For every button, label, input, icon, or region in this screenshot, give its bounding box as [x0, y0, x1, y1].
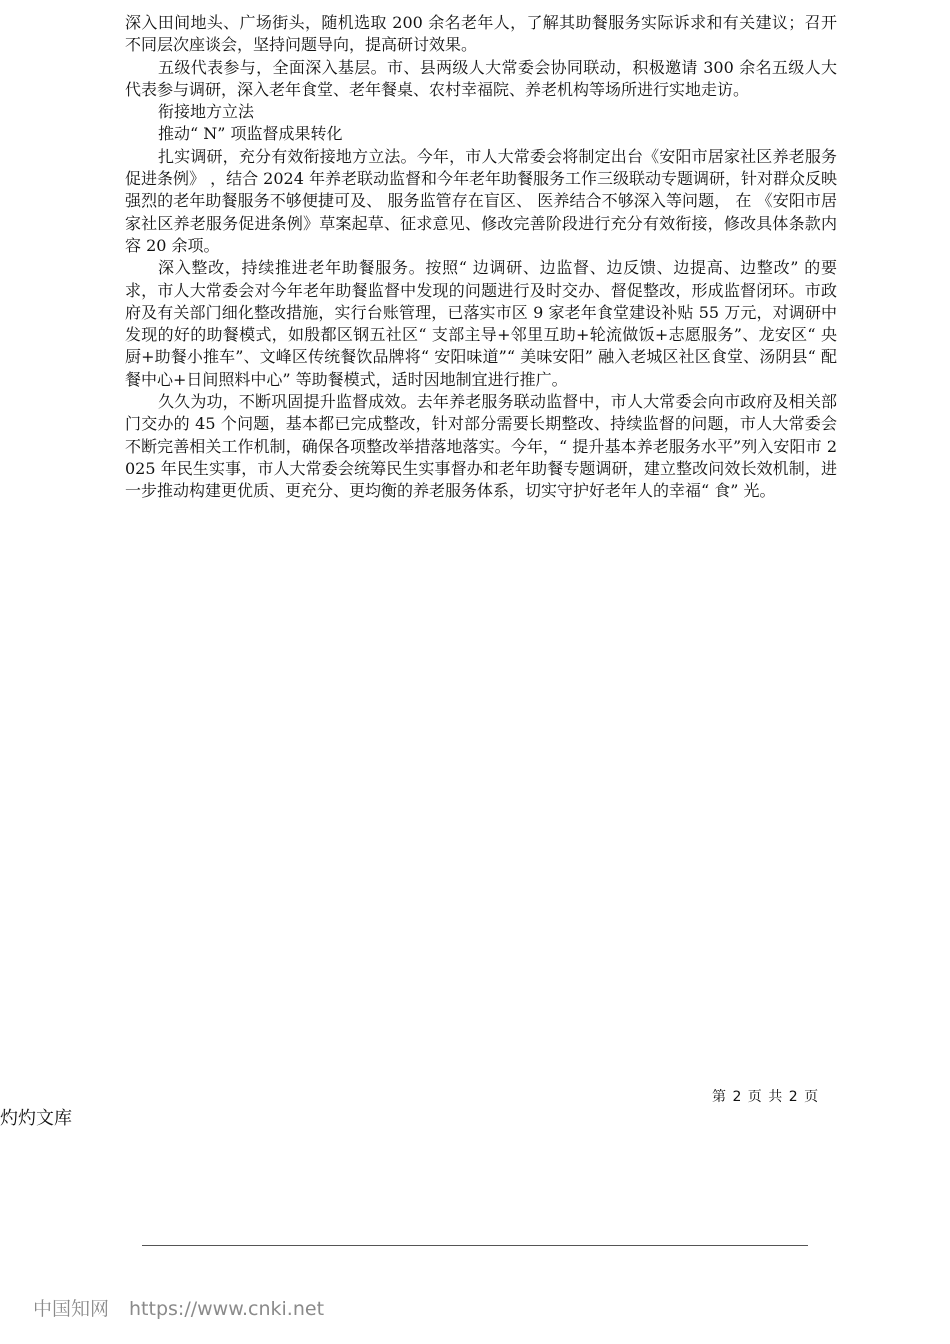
paragraph: 深入整改，持续推进老年助餐服务。按照“ 边调研、边监督、边反馈、边提高、边整改” 的要求，市人大常委会对今年老年助餐监督中发现的问题进行及时交办、督促整改，形成监督闭环。市政府及有关部门细化整改措施，实行台账管理，已落实市区 9 家老年食堂建设补贴 55 万元，对调研中发现的好的助餐模式，如殷都区钢五社区“ 支部主导+邻里互助+轮流做饭+志愿服务”、龙安区“ 央厨+助餐小推车”、文峰区传统餐饮品牌将“ 安阳味道”“ 美味安阳” 融入老城区社区食堂、汤阴县“ 配餐中心+日间照料中心” 等助餐模式，适时因地制宜进行推广。 [125, 258, 837, 389]
source-label: 灼灼文库 [0, 1108, 72, 1129]
cnki-name: 中国知网 [33, 1298, 110, 1320]
paragraph: 久久为功，不断巩固提升监督成效。去年养老服务联动监督中，市人大常委会向市政府及相关部门交办的 45 个问题，基本都已完成整改，针对部分需要长期整改、持续监督的问题，市人大常委会不断完善相关工作机制，确保各项整改举措落地落实。今年，“ 提升基本养老服务水平”列入安阳市 2025 年民生实事，市人大常委会统筹民生实事督办和老年助餐专题调研，建立整改问效长效机制，进一步推动构建更优质、更充分、更均衡的养老服务体系，切实守护好老年人的幸福“ 食” 光。 [125, 392, 837, 501]
section-heading: 衔接地方立法 [158, 102, 255, 122]
cnki-url-link[interactable]: https://www.cnki.net [129, 1298, 325, 1320]
cnki-footer [33, 1294, 324, 1321]
paragraph: 深入田间地头、广场街头，随机选取 200 余名老年人，了解其助餐服务实际诉求和有关建议；召开不同层次座谈会，坚持问题导向，提高研讨效果。 [125, 13, 837, 55]
footer-divider [142, 1245, 808, 1246]
paragraph: 扎实调研，充分有效衔接地方立法。今年，市人大常委会将制定出台《安阳市居家社区养老服务促进条例》 ，结合 2024 年养老联动监督和今年老年助餐服务工作三级联动专题调研，针对群众反映强烈的老年助餐服务不够便捷可及、 服务监管存在盲区、 医养结合不够深入等问题， 在 《安阳市居家社区养老服务促进条例》草案起草、征求意见、修改完善阶段进行充分有效衔接，修改具体条款内容 20 余项。 [125, 146, 837, 255]
document-body [125, 12, 837, 503]
paragraph: 五级代表参与，全面深入基层。市、县两级人大常委会协同联动，积极邀请 300 余名五级人大代表参与调研，深入老年食堂、老年餐桌、农村幸福院、养老机构等场所进行实地走访。 [125, 57, 837, 99]
page-number: 第 2 页 共 2 页 [712, 1089, 820, 1105]
section-subheading: 推动“ N” 项监督成果转化 [158, 124, 343, 144]
